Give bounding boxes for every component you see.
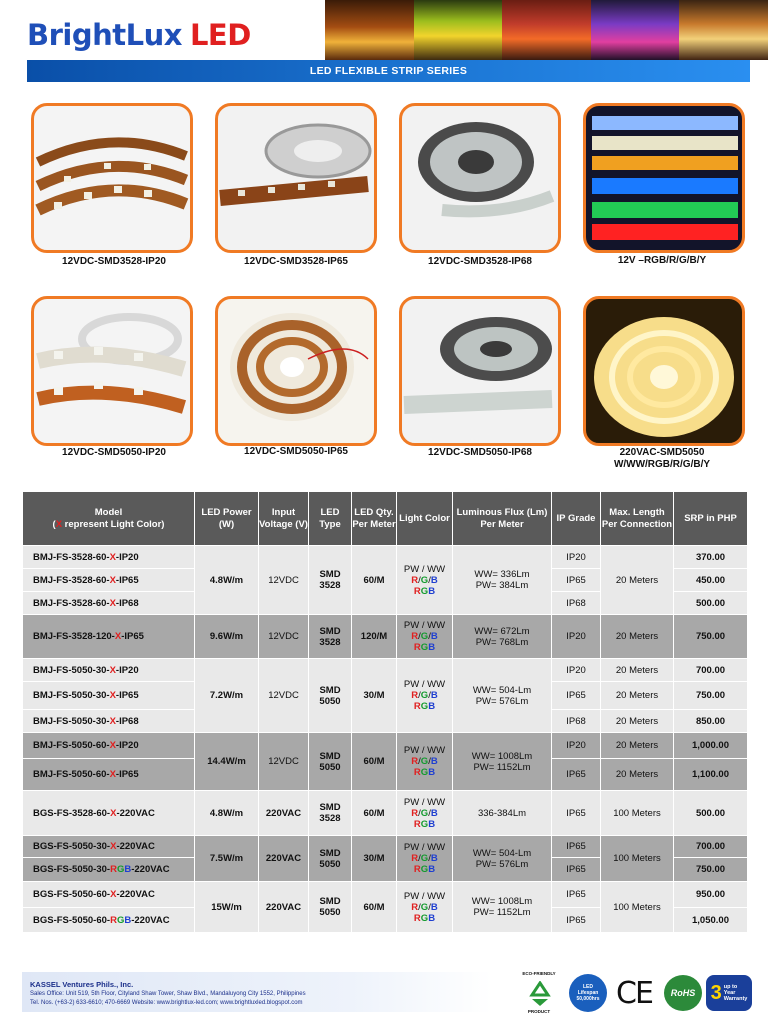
power-cell: 4.8W/m [195,791,259,836]
spec-table [22,491,748,933]
table-row [23,791,748,836]
hero-banner-image [325,0,768,60]
flux-cell: WW= 504-Lm PW= 576Lm [453,836,552,882]
flux-cell: WW= 1008Lm PW= 1152Lm [453,882,552,933]
col-header-power: LED Power (W) [195,492,259,546]
product-label: 12V –RGB/R/G/B/Y [617,255,707,266]
voltage-cell: 220VAC [259,836,309,882]
ip-cell: IP65 [552,858,601,882]
brand-logo [27,18,251,52]
srp-cell: 500.00 [674,791,748,836]
table-group [23,733,748,791]
color-cell: PW / WW R/G/B RGB [397,791,453,836]
table-row [23,882,748,908]
ip-cell: IP20 [552,659,601,682]
col-header-srp: SRP in PHP [674,492,748,546]
power-cell: 7.5W/m [195,836,259,882]
type-cell: SMD 3528 [309,546,352,615]
ip-cell: IP65 [552,682,601,710]
flux-cell: WW= 1008Lm PW= 1152Lm [453,733,552,791]
ip-cell: IP65 [552,882,601,908]
length-cell: 20 Meters [601,759,674,791]
product-label [572,447,752,471]
product-image-rgb-strips [583,103,745,253]
srp-cell: 500.00 [674,592,748,615]
voltage-cell: 220VAC [259,882,309,933]
table-group [23,546,748,615]
length-cell: 100 Meters [601,882,674,933]
rohs-badge-icon: RoHS [664,975,702,1011]
voltage-cell: 12VDC [259,733,309,791]
color-cell: PW / WW R/G/B RGB [397,546,453,615]
flux-cell: WW= 336Lm PW= 384Lm [453,546,552,615]
recycle-icon [528,981,552,1012]
srp-cell: 370.00 [674,546,748,569]
model-cell: BMJ-FS-3528-120-X-IP65 [23,615,195,659]
length-cell: 20 Meters [601,682,674,710]
length-cell: 20 Meters [601,710,674,733]
ip-cell: IP68 [552,592,601,615]
company-address: Sales Office: Unit 519, 5th Floor, Cityland Shaw Tower, Shaw Blvd., Mandaluyong City 1552, Philippines [30,991,306,997]
table-group [23,836,748,882]
eco-friendly-label: ECO-FRIENDLY [522,971,556,976]
srp-cell: 700.00 [674,659,748,682]
srp-cell: 1,050.00 [674,908,748,933]
eco-product-label: PRODUCT [527,1009,551,1014]
series-title: LED FLEXIBLE STRIP SERIES [27,60,750,82]
power-cell: 9.6W/m [195,615,259,659]
srp-cell: 450.00 [674,569,748,592]
qty-cell: 30/M [352,836,397,882]
qty-cell: 30/M [352,659,397,733]
color-cell: PW / WW R/G/B RGB [397,836,453,882]
table-group [23,615,748,659]
srp-cell: 700.00 [674,836,748,858]
table-header-row [23,492,748,546]
model-cell: BMJ-FS-5050-30-X-IP68 [23,710,195,733]
table-group [23,882,748,933]
flux-cell: 336-384Lm [453,791,552,836]
color-cell: PW / WW R/G/B RGB [397,659,453,733]
product-image-smd5050-ip65 [215,296,377,446]
ip-cell: IP65 [552,569,601,592]
model-cell: BGS-FS-5050-60-X-220VAC [23,882,195,908]
product-image-smd5050-ip68 [399,296,561,446]
col-header-voltage: Input Voltage (V) [259,492,309,546]
length-cell: 100 Meters [601,791,674,836]
type-cell: SMD 5050 [309,836,352,882]
product-image-smd3528-ip65 [215,103,377,253]
model-cell: BGS-FS-5050-30-X-220VAC [23,836,195,858]
product-label: 12VDC-SMD5050-IP65 [244,446,348,457]
warranty-badge-icon: 3 up to Year Warranty [706,975,752,1011]
ip-cell: IP20 [552,615,601,659]
product-image-220vac-smd5050 [583,296,745,446]
model-cell: BMJ-FS-5050-30-X-IP20 [23,659,195,682]
product-image-smd3528-ip68 [399,103,561,253]
product-label: 12VDC-SMD3528-IP20 [62,256,166,267]
model-cell: BMJ-FS-3528-60-X-IP65 [23,569,195,592]
table-group [23,659,748,733]
flux-cell: WW= 672Lm PW= 768Lm [453,615,552,659]
brand-suffix: LED [189,18,251,52]
length-cell: 20 Meters [601,733,674,759]
type-cell: SMD 5050 [309,733,352,791]
model-cell: BMJ-FS-3528-60-X-IP20 [23,546,195,569]
srp-cell: 750.00 [674,682,748,710]
ip-cell: IP65 [552,908,601,933]
ce-mark-icon: CE [616,976,652,1011]
model-cell: BMJ-FS-5050-60-X-IP20 [23,733,195,759]
table-group [23,791,748,836]
power-cell: 7.2W/m [195,659,259,733]
power-cell: 4.8W/m [195,546,259,615]
flux-cell: WW= 504-Lm PW= 576Lm [453,659,552,733]
table-row [23,615,748,659]
color-cell: PW / WW R/G/B RGB [397,882,453,933]
type-cell: SMD 5050 [309,659,352,733]
model-cell: BGS-FS-5050-30-RGB-220VAC [23,858,195,882]
product-label: 12VDC-SMD5050-IP68 [428,447,532,458]
qty-cell: 60/M [352,733,397,791]
col-header-qty: LED Qty. Per Meter [352,492,397,546]
table-row [23,546,748,569]
ip-cell: IP65 [552,759,601,791]
ip-cell: IP20 [552,733,601,759]
col-header-ip: IP Grade [552,492,601,546]
srp-cell: 1,000.00 [674,733,748,759]
qty-cell: 60/M [352,882,397,933]
power-cell: 15W/m [195,882,259,933]
company-name: KASSEL Ventures Phils., Inc. [30,980,134,989]
col-header-color: Light Color [397,492,453,546]
voltage-cell: 12VDC [259,546,309,615]
qty-cell: 60/M [352,791,397,836]
product-label: 12VDC-SMD5050-IP20 [62,447,166,458]
type-cell: SMD 3528 [309,791,352,836]
power-cell: 14.4W/m [195,733,259,791]
color-cell: PW / WW R/G/B RGB [397,615,453,659]
length-cell: 20 Meters [601,615,674,659]
ip-cell: IP20 [552,546,601,569]
product-label: 12VDC-SMD3528-IP68 [428,256,532,267]
voltage-cell: 12VDC [259,659,309,733]
table-row [23,836,748,858]
model-cell: BGS-FS-5050-60-RGB-220VAC [23,908,195,933]
length-cell: 20 Meters [601,659,674,682]
col-header-length: Max. Length Per Connection [601,492,674,546]
length-cell: 100 Meters [601,836,674,882]
model-cell: BMJ-FS-5050-30-X-IP65 [23,682,195,710]
length-cell: 20 Meters [601,546,674,615]
srp-cell: 750.00 [674,615,748,659]
product-image-smd5050-ip20 [31,296,193,446]
col-header-flux: Luminous Flux (Lm) Per Meter [453,492,552,546]
srp-cell: 750.00 [674,858,748,882]
srp-cell: 950.00 [674,882,748,908]
type-cell: SMD 5050 [309,882,352,933]
type-cell: SMD 3528 [309,615,352,659]
col-header-type: LED Type [309,492,352,546]
table-row [23,733,748,759]
product-image-smd3528-ip20 [31,103,193,253]
color-cell: PW / WW R/G/B RGB [397,733,453,791]
table-row [23,659,748,682]
srp-cell: 850.00 [674,710,748,733]
model-cell: BMJ-FS-5050-60-X-IP65 [23,759,195,791]
brand-name: BrightLux [27,18,182,52]
model-cell: BGS-FS-3528-60-X-220VAC [23,791,195,836]
voltage-cell: 220VAC [259,791,309,836]
qty-cell: 60/M [352,546,397,615]
ip-cell: IP65 [552,836,601,858]
ip-cell: IP65 [552,791,601,836]
product-label-line: 220VAC-SMD5050 [619,447,705,458]
company-contact: Tel. Nos. (+63-2) 633-6610; 470-6669 Website: www.brightlux-led.com; www.brightluxled.blogspot.com [30,1000,303,1006]
ip-cell: IP68 [552,710,601,733]
product-label-line: W/WW/RGB/R/G/B/Y [613,459,711,470]
voltage-cell: 12VDC [259,615,309,659]
qty-cell: 120/M [352,615,397,659]
lifespan-badge-icon: LED Lifespan 50,000hrs [569,974,607,1012]
product-label: 12VDC-SMD3528-IP65 [244,256,348,267]
model-cell: BMJ-FS-3528-60-X-IP68 [23,592,195,615]
srp-cell: 1,100.00 [674,759,748,791]
col-header-model: Model (X represent Light Color) [23,492,195,546]
